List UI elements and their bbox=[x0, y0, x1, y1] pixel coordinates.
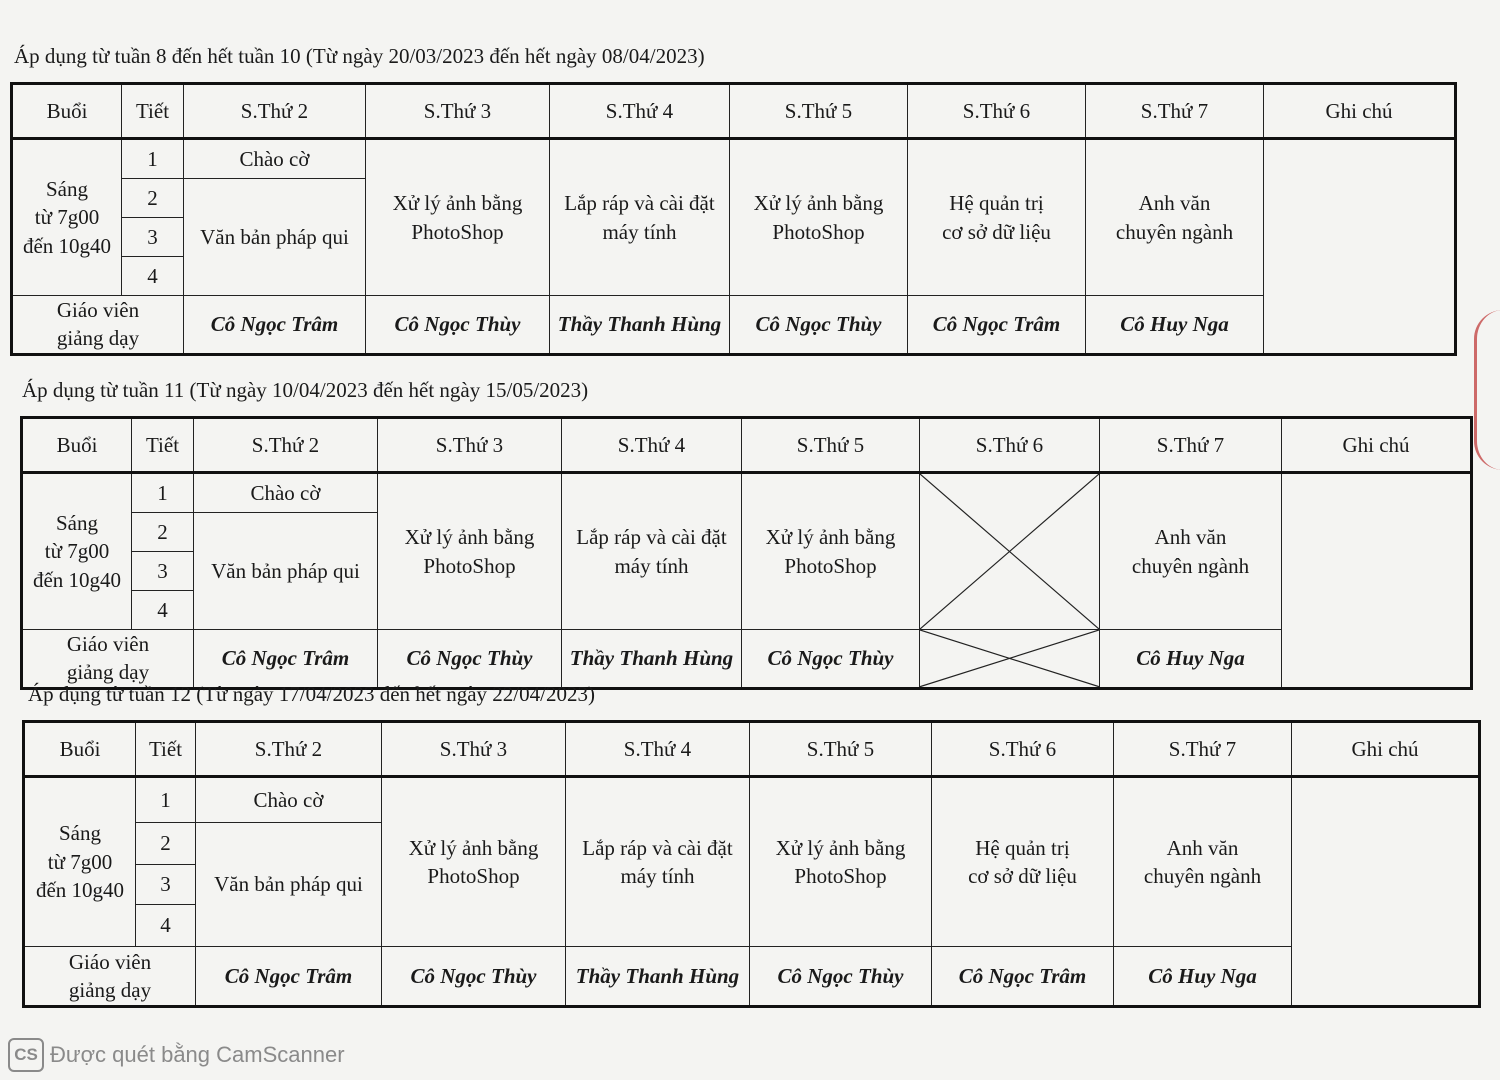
camscanner-watermark bbox=[8, 1038, 345, 1072]
header-day: S.Thứ 2 bbox=[194, 418, 378, 473]
teacher-label bbox=[24, 947, 196, 1007]
period-number: 4 bbox=[132, 591, 194, 630]
section-title: Áp dụng từ tuần 11 (Từ ngày 10/04/2023 đến hết ngày 15/05/2023) bbox=[22, 378, 589, 402]
teacher-cell: Cô Huy Nga bbox=[1100, 630, 1282, 689]
camscanner-logo-icon: CS bbox=[8, 1038, 44, 1072]
header-day: S.Thứ 3 bbox=[378, 418, 562, 473]
timetable bbox=[22, 720, 1481, 1008]
subject-line: Lắp ráp và cài đặt bbox=[582, 835, 733, 860]
subject-line: PhotoShop bbox=[411, 219, 504, 244]
subject-line: chuyên ngành bbox=[1143, 864, 1262, 888]
header-buoi: Buổi bbox=[24, 722, 136, 777]
header-ghi-chu: Ghi chú bbox=[1292, 722, 1480, 777]
subject-line: máy tính bbox=[602, 219, 677, 244]
teacher-cell: Cô Ngọc Thùy bbox=[742, 630, 920, 689]
subject-line: PhotoShop bbox=[423, 553, 516, 578]
header-tiet: Tiết bbox=[122, 84, 184, 139]
header-day: S.Thứ 7 bbox=[1100, 418, 1282, 473]
header-day: S.Thứ 6 bbox=[908, 84, 1086, 139]
period-number: 2 bbox=[132, 513, 194, 552]
period-number: 4 bbox=[122, 257, 184, 296]
subject-line: PhotoShop bbox=[784, 553, 877, 578]
subject-line: Xử lý ảnh bằng bbox=[408, 835, 539, 860]
watermark-text: Được quét bằng CamScanner bbox=[50, 1042, 345, 1067]
subject-line: PhotoShop bbox=[772, 219, 865, 244]
header-ghi-chu: Ghi chú bbox=[1282, 418, 1472, 473]
session-line: đến 10g40 bbox=[22, 233, 112, 258]
subject-line: PhotoShop bbox=[427, 864, 520, 888]
header-buoi: Buổi bbox=[22, 418, 132, 473]
teacher-cell: Cô Huy Nga bbox=[1086, 296, 1264, 355]
timetable bbox=[20, 416, 1473, 690]
header-day: S.Thứ 7 bbox=[1114, 722, 1292, 777]
subject-line: cơ sở dữ liệu bbox=[942, 219, 1051, 244]
subject-line: Xử lý ảnh bằng bbox=[392, 191, 523, 216]
header-day: S.Thứ 6 bbox=[932, 722, 1114, 777]
teacher-cell: Cô Ngọc Thùy bbox=[750, 947, 932, 1007]
header-day: S.Thứ 5 bbox=[742, 418, 920, 473]
header-day: S.Thứ 5 bbox=[730, 84, 908, 139]
session-cell bbox=[22, 473, 132, 630]
header-day: S.Thứ 2 bbox=[184, 84, 366, 139]
teacher-cell: Cô Ngọc Trâm bbox=[932, 947, 1114, 1007]
subject-line: Xử lý ảnh bằng bbox=[404, 525, 535, 550]
subject-line: Anh văn bbox=[1138, 191, 1211, 216]
subject-line: Hệ quản trị bbox=[975, 835, 1070, 860]
header-day: S.Thứ 4 bbox=[550, 84, 730, 139]
header-day: S.Thứ 7 bbox=[1086, 84, 1264, 139]
subject-cell bbox=[566, 777, 750, 947]
subject-cell bbox=[932, 777, 1114, 947]
session-line: đến 10g40 bbox=[32, 567, 122, 592]
note-cell bbox=[1292, 777, 1480, 1007]
subject-line: Anh văn bbox=[1166, 835, 1239, 860]
subject-line: chuyên ngành bbox=[1115, 219, 1234, 244]
subject-line: Lắp ráp và cài đặt bbox=[564, 191, 715, 216]
subject-cell bbox=[550, 139, 730, 296]
period-number: 1 bbox=[132, 473, 194, 513]
subject-line: Xử lý ảnh bằng bbox=[765, 525, 896, 550]
subject-cell bbox=[1100, 473, 1282, 630]
subject-line: Anh văn bbox=[1154, 525, 1227, 550]
chao-co-cell: Chào cờ bbox=[184, 139, 366, 179]
subject-cell bbox=[908, 139, 1086, 296]
session-line: từ 7g00 bbox=[47, 849, 113, 874]
chao-co-cell: Chào cờ bbox=[194, 473, 378, 513]
subject-cell: Văn bản pháp qui bbox=[194, 513, 378, 630]
teacher-label bbox=[12, 296, 184, 355]
period-number: 3 bbox=[136, 865, 196, 905]
subject-line: cơ sở dữ liệu bbox=[968, 864, 1077, 888]
teacher-cell: Cô Ngọc Trâm bbox=[184, 296, 366, 355]
subject-cell bbox=[742, 473, 920, 630]
header-day: S.Thứ 3 bbox=[382, 722, 566, 777]
session-line: đến 10g40 bbox=[35, 878, 125, 903]
teacher-label-line: giảng dạy bbox=[56, 326, 140, 351]
cross-out-mark bbox=[920, 630, 1099, 687]
header-day: S.Thứ 2 bbox=[196, 722, 382, 777]
period-number: 1 bbox=[136, 777, 196, 823]
chao-co-cell: Chào cờ bbox=[196, 777, 382, 823]
empty-crossed-cell bbox=[920, 630, 1100, 689]
subject-cell bbox=[366, 139, 550, 296]
subject-line: Lắp ráp và cài đặt bbox=[576, 525, 727, 550]
period-number: 3 bbox=[132, 552, 194, 591]
teacher-cell: Cô Ngọc Trâm bbox=[196, 947, 382, 1007]
teacher-label-line: Giáo viên bbox=[68, 949, 152, 974]
subject-line: Hệ quản trị bbox=[949, 191, 1044, 216]
subject-cell bbox=[382, 777, 566, 947]
period-number: 2 bbox=[122, 179, 184, 218]
empty-crossed-cell bbox=[920, 473, 1100, 630]
header-day: S.Thứ 4 bbox=[566, 722, 750, 777]
teacher-label-line: giảng dạy bbox=[68, 978, 152, 1002]
teacher-cell: Cô Ngọc Thùy bbox=[730, 296, 908, 355]
subject-cell bbox=[1086, 139, 1264, 296]
section-title: Áp dụng từ tuần 12 (Từ ngày 17/04/2023 đến hết ngày 22/04/2023) bbox=[28, 682, 595, 706]
subject-cell bbox=[750, 777, 932, 947]
teacher-label-line: giảng dạy bbox=[66, 660, 150, 685]
subject-cell bbox=[1114, 777, 1292, 947]
session-cell bbox=[24, 777, 136, 947]
subject-line: PhotoShop bbox=[794, 864, 887, 888]
subject-cell: Văn bản pháp qui bbox=[196, 823, 382, 947]
subject-cell bbox=[378, 473, 562, 630]
teacher-cell: Cô Ngọc Thùy bbox=[366, 296, 550, 355]
subject-cell: Văn bản pháp qui bbox=[184, 179, 366, 296]
header-day: S.Thứ 3 bbox=[366, 84, 550, 139]
teacher-label-line: Giáo viên bbox=[56, 298, 140, 322]
section-title: Áp dụng từ tuần 8 đến hết tuần 10 (Từ ngày 20/03/2023 đến hết ngày 08/04/2023) bbox=[14, 44, 705, 68]
period-number: 3 bbox=[122, 218, 184, 257]
subject-line: máy tính bbox=[620, 864, 695, 888]
teacher-cell: Thầy Thanh Hùng bbox=[550, 296, 730, 355]
subject-line: chuyên ngành bbox=[1131, 553, 1250, 578]
subject-line: Xử lý ảnh bằng bbox=[753, 191, 884, 216]
session-cell bbox=[12, 139, 122, 296]
teacher-cell: Cô Ngọc Thùy bbox=[378, 630, 562, 689]
header-day: S.Thứ 6 bbox=[920, 418, 1100, 473]
session-line: Sáng bbox=[59, 821, 101, 846]
subject-line: máy tính bbox=[614, 553, 689, 578]
teacher-cell: Thầy Thanh Hùng bbox=[562, 630, 742, 689]
header-day: S.Thứ 4 bbox=[562, 418, 742, 473]
teacher-cell: Cô Ngọc Trâm bbox=[908, 296, 1086, 355]
session-line: từ 7g00 bbox=[44, 539, 110, 564]
subject-cell bbox=[562, 473, 742, 630]
teacher-cell: Cô Huy Nga bbox=[1114, 947, 1292, 1007]
red-stamp-fragment bbox=[1474, 310, 1500, 470]
timetable bbox=[10, 82, 1457, 356]
period-number: 2 bbox=[136, 823, 196, 865]
teacher-cell: Cô Ngọc Trâm bbox=[194, 630, 378, 689]
period-number: 4 bbox=[136, 905, 196, 947]
note-cell bbox=[1282, 473, 1472, 689]
session-line: Sáng bbox=[46, 176, 88, 201]
header-tiet: Tiết bbox=[132, 418, 194, 473]
subject-cell bbox=[730, 139, 908, 296]
teacher-cell: Thầy Thanh Hùng bbox=[566, 947, 750, 1007]
period-number: 1 bbox=[122, 139, 184, 179]
header-ghi-chu: Ghi chú bbox=[1264, 84, 1456, 139]
teacher-label-line: Giáo viên bbox=[66, 632, 150, 656]
teacher-cell: Cô Ngọc Thùy bbox=[382, 947, 566, 1007]
header-tiet: Tiết bbox=[136, 722, 196, 777]
header-buoi: Buổi bbox=[12, 84, 122, 139]
cross-out-mark bbox=[920, 474, 1099, 629]
session-line: từ 7g00 bbox=[34, 205, 100, 230]
note-cell bbox=[1264, 139, 1456, 355]
session-line: Sáng bbox=[56, 510, 98, 535]
header-day: S.Thứ 5 bbox=[750, 722, 932, 777]
teacher-label bbox=[22, 630, 194, 689]
subject-line: Xử lý ảnh bằng bbox=[775, 835, 906, 860]
